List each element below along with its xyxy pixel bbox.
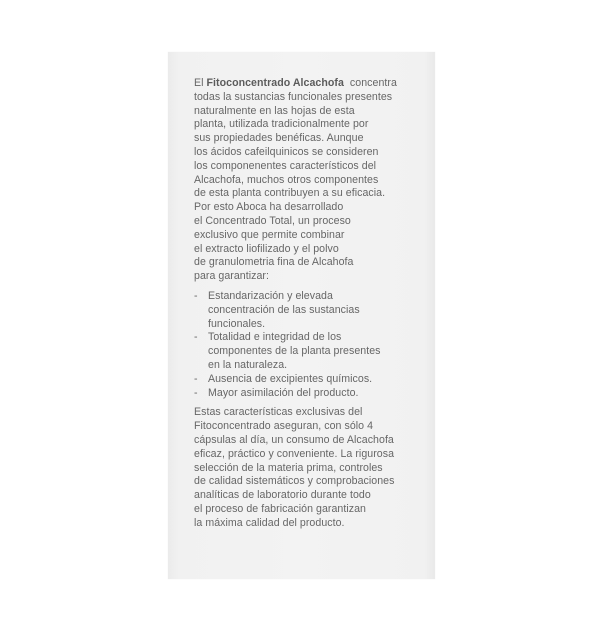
intro-paragraph (194, 77, 432, 284)
closing-line: de calidad sistemáticos y comprobaciones (194, 475, 395, 488)
intro-line (194, 77, 432, 91)
list-item (194, 331, 432, 372)
list-item-line: Estandarización y elevada (208, 289, 333, 302)
intro-line: para garantizar: (194, 270, 269, 283)
intro-line: Por esto Aboca ha desarrollado (194, 201, 344, 214)
product-description (194, 77, 432, 531)
closing-line: selección de la materia prima, controles (194, 461, 383, 474)
closing-line: cápsulas al día, un consumo de Alcachofa (194, 433, 394, 446)
intro-prefix: El (194, 77, 207, 89)
intro-line: de granulometria fina de Alcahofa (194, 256, 354, 269)
list-item-line: en la naturaleza. (208, 358, 288, 371)
intro-line: el extracto liofilizado y el polvo (194, 242, 339, 255)
closing-line: el proceso de fabricación garantizan (194, 502, 366, 515)
list-item (194, 387, 432, 401)
list-item-line: componentes de la planta presentes (208, 345, 381, 358)
list-item (194, 290, 432, 331)
list-item (194, 373, 432, 387)
list-item-line: Mayor asimilación del producto. (208, 386, 359, 399)
intro-line: naturalmente en las hojas de esta (194, 104, 355, 117)
intro-line: sus propiedades benéficas. Aunque (194, 132, 364, 145)
closing-line: la máxima calidad del producto. (194, 516, 345, 529)
list-item-line: Totalidad e integridad de los (208, 331, 342, 344)
dash-bullet: - (194, 289, 198, 302)
intro-suffix: concentra (343, 77, 397, 89)
intro-line: todas la sustancias funcionales presentes (194, 90, 393, 103)
list-item-line: funcionales. (208, 317, 266, 330)
intro-line: de esta planta contribuyen a su eficacia. (194, 187, 386, 200)
intro-line: exclusivo que permite combinar (194, 228, 345, 241)
closing-line: analíticas de laboratorio durante todo (194, 489, 371, 502)
list-item-line: Ausencia de excipientes químicos. (208, 372, 373, 385)
dash-bullet: - (194, 372, 198, 385)
intro-line: los ácidos cafeilquinicos se consideren (194, 145, 379, 158)
intro-line: los componenentes característicos del (194, 159, 377, 172)
benefits-list (194, 290, 432, 400)
intro-line: el Concentrado Total, un proceso (194, 214, 351, 227)
product-brand-name: Fitoconcentrado Alcachofa (206, 77, 344, 89)
closing-line: eficaz, práctico y conveniente. La rigurosa (194, 447, 395, 460)
intro-line: planta, utilizada tradicionalmente por (194, 118, 369, 131)
list-item-line: concentración de las sustancias (208, 303, 360, 316)
closing-line: Estas características exclusivas del (194, 406, 363, 419)
dash-bullet: - (194, 386, 198, 399)
closing-paragraph (194, 406, 432, 530)
dash-bullet: - (194, 331, 198, 344)
intro-line: Alcachofa, muchos otros componentes (194, 173, 379, 186)
closing-line: Fitoconcentrado aseguran, con sólo 4 (194, 420, 374, 433)
